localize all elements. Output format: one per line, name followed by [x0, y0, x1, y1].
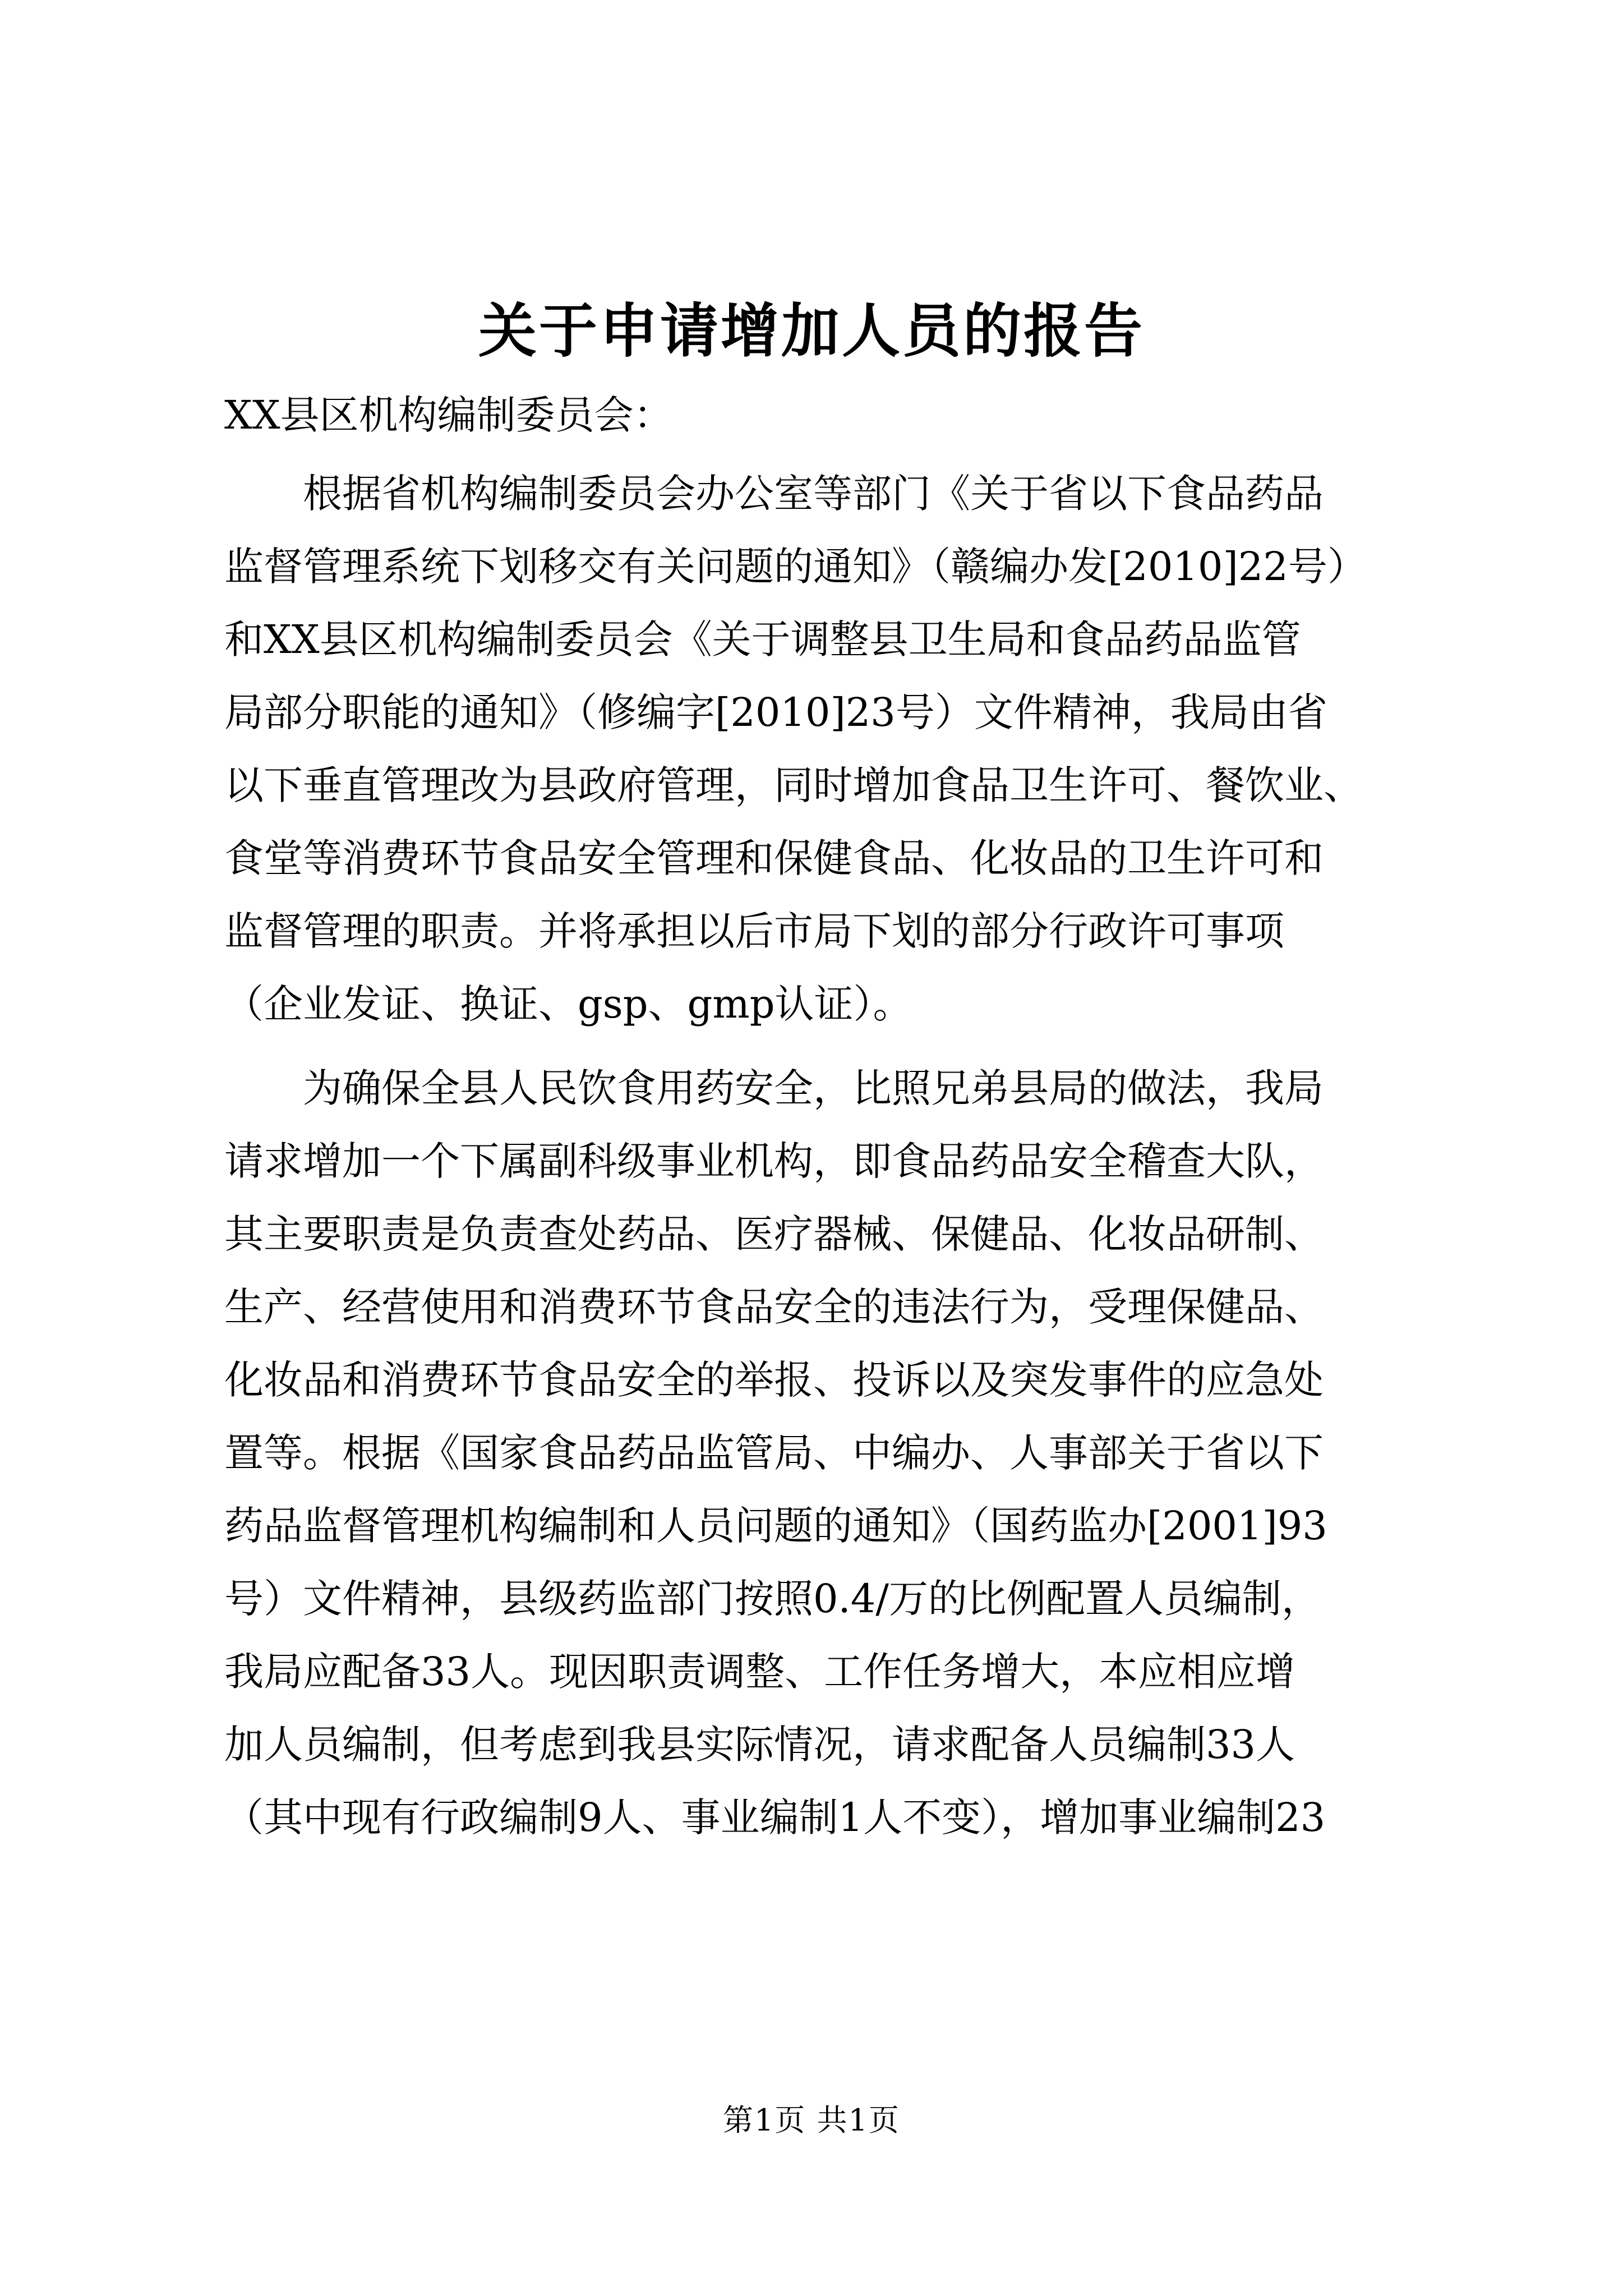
paragraph-2-line: 其主要职责是负责查处药品、医疗器械、保健品、化妆品研制、: [224, 1211, 1324, 1257]
paragraph-1-line: 食堂等消费环节食品安全管理和保健食品、化妆品的卫生许可和: [224, 835, 1324, 881]
paragraph-1-line: 监督管理系统下划移交有关问题的通知》（赣编办发[2010]22号）: [224, 544, 1367, 590]
paragraph-1-line: 根据省机构编制委员会办公室等部门《关于省以下食品药品: [303, 471, 1324, 517]
paragraph-2-line: （其中现有行政编制9人、事业编制1人不变），增加事业编制23: [224, 1795, 1326, 1841]
salutation: XX县区机构编制委员会：: [224, 392, 673, 438]
paragraph-2-line: 置等。根据《国家食品药品监管局、中编办、人事部关于省以下: [224, 1430, 1324, 1476]
paragraph-2-line: 化妆品和消费环节食品安全的举报、投诉以及突发事件的应急处: [224, 1357, 1324, 1403]
paragraph-1-line: 局部分职能的通知》（修编字[2010]23号）文件精神，我局由省: [224, 689, 1327, 735]
paragraph-2-line: 生产、经营使用和消费环节食品安全的违法行为，受理保健品、: [224, 1284, 1324, 1330]
paragraph-1-line: 和XX县区机构编制委员会《关于调整县卫生局和食品药品监管: [224, 616, 1301, 662]
paragraph-2-line: 请求增加一个下属副科级事业机构，即食品药品安全稽查大队，: [224, 1138, 1324, 1184]
paragraph-1-line: 以下垂直管理改为县政府管理，同时增加食品卫生许可、餐饮业、: [224, 762, 1363, 808]
paragraph-1-line: （企业发证、换证、gsp、gmp认证）。: [224, 981, 912, 1027]
paragraph-1-line: 监督管理的职责。并将承担以后市局下划的部分行政许可事项: [224, 908, 1284, 954]
document-title: 关于申请增加人员的报告: [478, 296, 1145, 365]
paragraph-2-line: 加人员编制，但考虑到我县实际情况，请求配备人员编制33人: [224, 1722, 1295, 1768]
paragraph-2-line: 我局应配备33人。现因职责调整、工作任务增大，本应相应增: [224, 1649, 1295, 1695]
page-footer: 第1页 共1页: [723, 2102, 900, 2138]
paragraph-2-line: 为确保全县人民饮食用药安全，比照兄弟县局的做法，我局: [303, 1065, 1324, 1111]
paragraph-2-line: 药品监督管理机构编制和人员问题的通知》（国药监办[2001]93: [224, 1503, 1327, 1549]
paragraph-2-line: 号）文件精神，县级药监部门按照0.4/万的比例配置人员编制，: [224, 1576, 1321, 1622]
